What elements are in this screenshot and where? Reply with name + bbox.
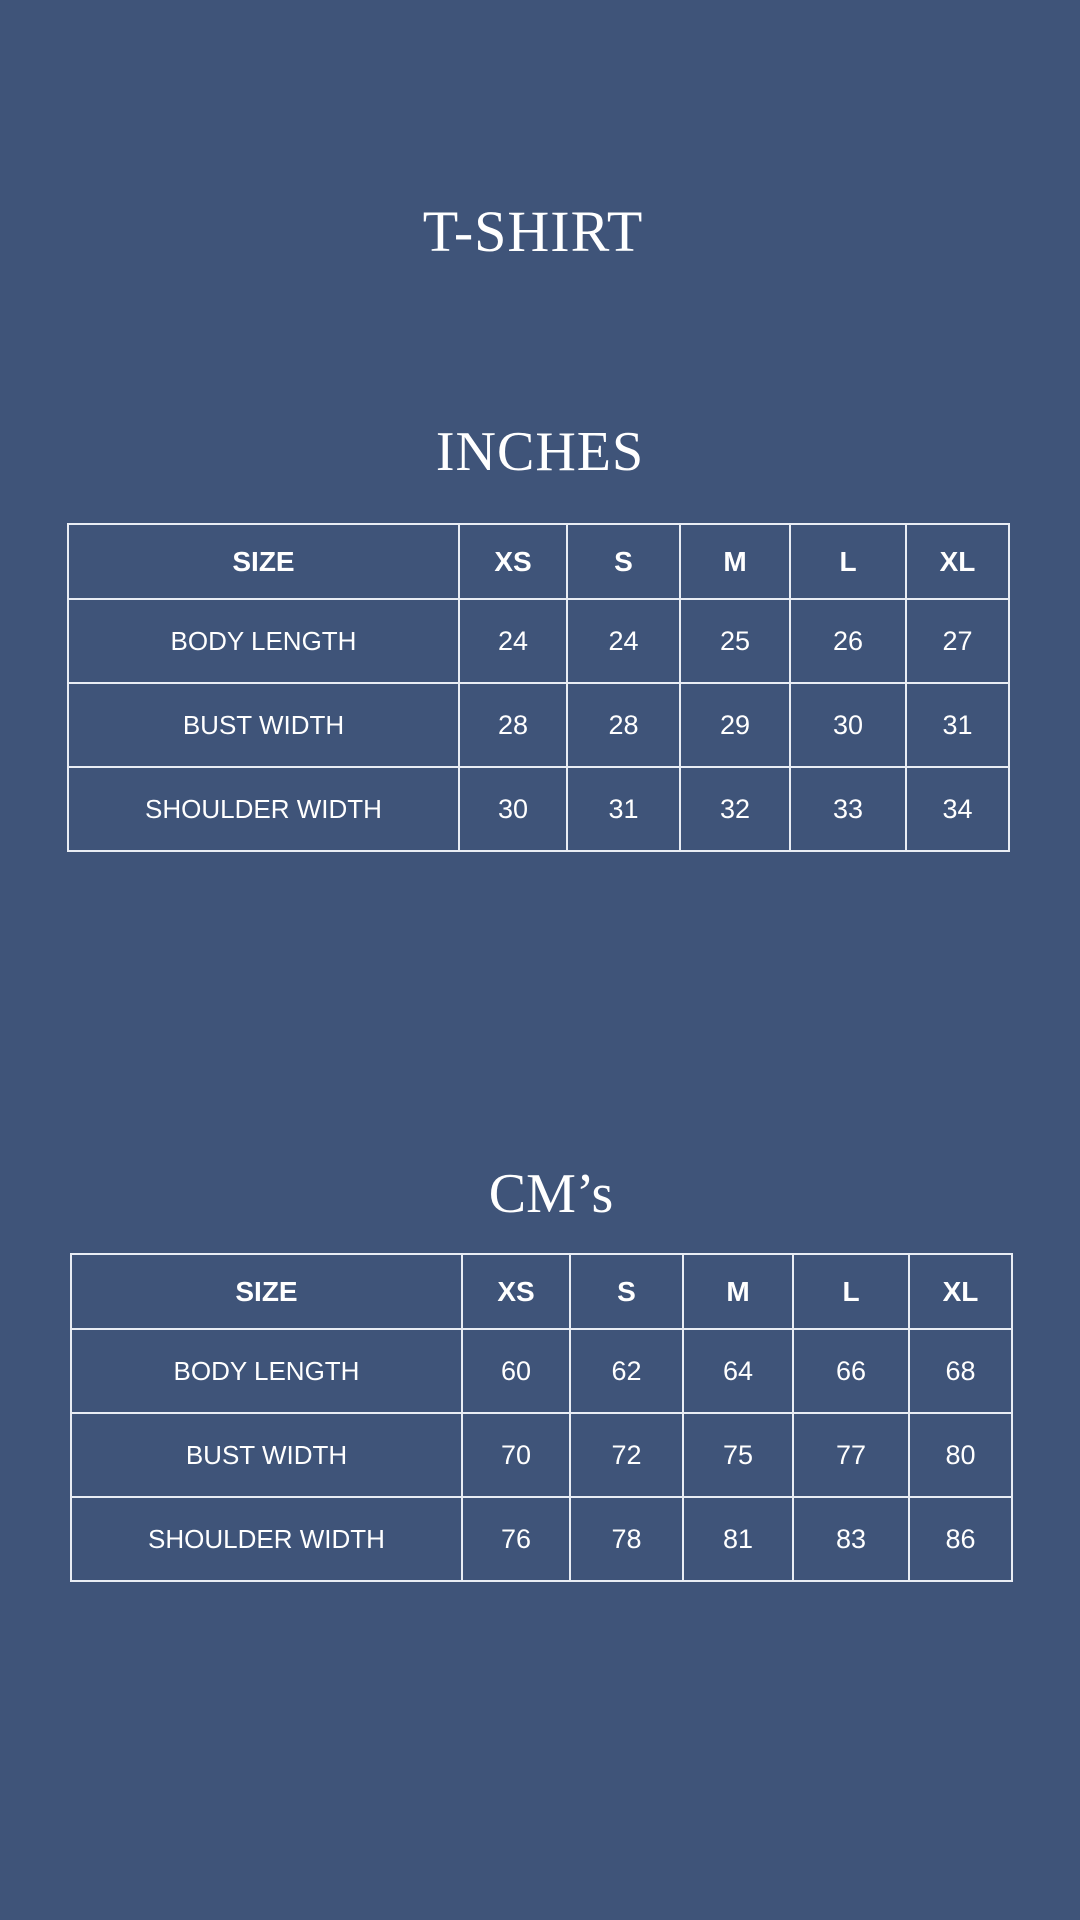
table-cell: 30: [459, 767, 567, 851]
table-cell: 66: [793, 1329, 909, 1413]
column-header-l: L: [793, 1254, 909, 1329]
table-cell: 30: [790, 683, 906, 767]
table-cell: 33: [790, 767, 906, 851]
column-header-s: S: [570, 1254, 683, 1329]
table-cell: 76: [462, 1497, 570, 1581]
column-header-m: M: [683, 1254, 793, 1329]
table-cell: 86: [909, 1497, 1012, 1581]
table-cell: 77: [793, 1413, 909, 1497]
table-cell: 29: [680, 683, 790, 767]
table-cell: 68: [909, 1329, 1012, 1413]
row-label-bust-width: BUST WIDTH: [71, 1413, 462, 1497]
column-header-xs: XS: [459, 524, 567, 599]
table-cell: 62: [570, 1329, 683, 1413]
column-header-size: SIZE: [68, 524, 459, 599]
table-cell: 28: [459, 683, 567, 767]
cms-heading: CM’s: [488, 1163, 614, 1225]
row-label-body-length: BODY LENGTH: [68, 599, 459, 683]
table-cell: 26: [790, 599, 906, 683]
row-label-bust-width: BUST WIDTH: [68, 683, 459, 767]
table-cell: 31: [567, 767, 680, 851]
table-cell: 64: [683, 1329, 793, 1413]
column-header-xs: XS: [462, 1254, 570, 1329]
table-row: [68, 683, 1009, 767]
table-cell: 81: [683, 1497, 793, 1581]
table-cell: 75: [683, 1413, 793, 1497]
inches-heading: INCHES: [435, 421, 645, 483]
column-header-size: SIZE: [71, 1254, 462, 1329]
table-cell: 28: [567, 683, 680, 767]
column-header-s: S: [567, 524, 680, 599]
table-cell: 34: [906, 767, 1009, 851]
table-cell: 83: [793, 1497, 909, 1581]
table-row: [71, 1413, 1012, 1497]
table-cell: 24: [459, 599, 567, 683]
table-row: [68, 599, 1009, 683]
table-header-row: [68, 524, 1009, 599]
row-label-shoulder-width: SHOULDER WIDTH: [71, 1497, 462, 1581]
table-cell: 70: [462, 1413, 570, 1497]
table-cell: 27: [906, 599, 1009, 683]
column-header-xl: XL: [909, 1254, 1012, 1329]
inches-size-table: [67, 523, 1010, 852]
table-cell: 32: [680, 767, 790, 851]
table-row: [71, 1329, 1012, 1413]
table-cell: 72: [570, 1413, 683, 1497]
row-label-shoulder-width: SHOULDER WIDTH: [68, 767, 459, 851]
page-title: T-SHIRT: [422, 199, 644, 264]
table-cell: 25: [680, 599, 790, 683]
table-cell: 31: [906, 683, 1009, 767]
table-header-row: [71, 1254, 1012, 1329]
table-cell: 24: [567, 599, 680, 683]
cms-size-table: [70, 1253, 1013, 1582]
table-cell: 60: [462, 1329, 570, 1413]
column-header-xl: XL: [906, 524, 1009, 599]
table-cell: 80: [909, 1413, 1012, 1497]
row-label-body-length: BODY LENGTH: [71, 1329, 462, 1413]
table-row: [68, 767, 1009, 851]
column-header-m: M: [680, 524, 790, 599]
column-header-l: L: [790, 524, 906, 599]
table-cell: 78: [570, 1497, 683, 1581]
table-row: [71, 1497, 1012, 1581]
